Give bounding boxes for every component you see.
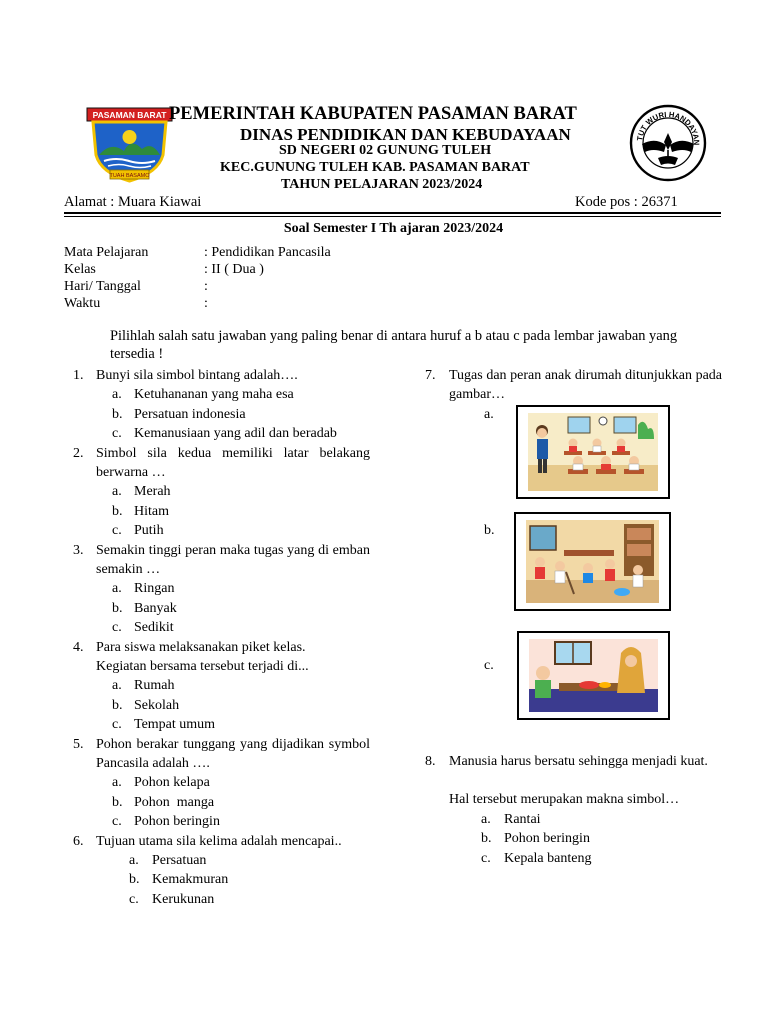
letterhead-line-1: PEMERINTAH KABUPATEN PASAMAN BARAT: [169, 104, 577, 124]
letterhead-line-5: TAHUN PELAJARAN 2023/2024: [281, 177, 483, 192]
option-text: Pohon beringin: [134, 814, 220, 830]
exam-title: Soal Semester I Th ajaran 2023/2024: [283, 221, 504, 236]
option-letter: a.: [112, 775, 122, 791]
emblem-banner-text: PASAMAN BARAT: [92, 110, 167, 120]
option-letter: a.: [112, 678, 122, 694]
option-text: Tempat umum: [134, 717, 216, 733]
option-text: Kerukunan: [152, 891, 215, 907]
field-label-class: Kelas: [64, 262, 96, 277]
question-text: Semakin tinggi peran maka tugas yang di emban semakin …: [96, 542, 370, 577]
option-text: Pohon manga: [134, 794, 215, 810]
option-letter: b.: [129, 872, 140, 888]
question-text: Pohon berakar tunggang yang dijadikan symbol Pancasila adalah ….: [96, 736, 370, 771]
option-letter: a.: [112, 387, 122, 403]
address: Alamat : Muara Kiawai: [64, 194, 202, 210]
field-value-time: :: [204, 296, 208, 311]
tut-wuri-handayani-icon: [628, 104, 708, 182]
question-text-line-2: Hal tersebut merupakan makna simbol…: [449, 792, 680, 808]
option-text: Hitam: [134, 503, 169, 519]
question-number: 7.: [425, 368, 436, 383]
letterhead-line-4: KEC.GUNUNG TULEH KAB. PASAMAN BARAT: [220, 160, 530, 175]
question-text-line-2: Kegiatan bersama tersebut terjadi di...: [96, 659, 309, 674]
option-text: Ringan: [134, 581, 175, 597]
option-text: Pohon kelapa: [134, 775, 210, 791]
header-divider-thin: [64, 216, 721, 217]
option-text: Merah: [134, 484, 171, 500]
field-label-subject: Mata Pelajaran: [64, 245, 149, 260]
option-letter: c.: [112, 523, 122, 539]
option-text: Kemakmuran: [152, 872, 229, 888]
option-image-cleaning[interactable]: [514, 512, 671, 611]
question-text: Bunyi sila simbol bintang adalah….: [96, 368, 298, 383]
option-text: Kepala banteng: [504, 850, 592, 866]
option-letter: c.: [112, 717, 122, 733]
logo-ring-text: TUT WURI HANDAYAN: [635, 109, 702, 146]
question-text: Simbol sila kedua memiliki latar belakang berwarna …: [96, 445, 370, 480]
option-letter: a.: [112, 581, 122, 597]
right-logo: [628, 104, 708, 182]
option-text: Persatuan: [152, 853, 207, 868]
option-image-classroom[interactable]: [516, 405, 670, 499]
option-letter: c.: [481, 850, 491, 866]
option-letter: b.: [112, 600, 123, 616]
emblem-ribbon-text: TUAH BASAMO: [109, 173, 150, 179]
letterhead-line-3: SD NEGERI 02 GUNUNG TULEH: [279, 143, 492, 158]
option-letter: b.: [484, 522, 495, 538]
option-letter: a.: [129, 853, 139, 868]
option-letter: b.: [112, 406, 123, 422]
field-value-date: :: [204, 279, 208, 294]
option-image-cooking[interactable]: [517, 631, 670, 720]
option-letter: a.: [484, 406, 494, 422]
question-number: 2.: [73, 445, 84, 461]
header-divider-thick: [64, 212, 721, 214]
question-text: Manusia harus bersatu sehingga menjadi kuat.: [449, 753, 708, 769]
option-text: Persatuan indonesia: [134, 406, 246, 422]
field-value-class: : II ( Dua ): [204, 262, 264, 277]
question-text: Tujuan utama sila kelima adalah mencapai..: [96, 833, 342, 849]
question-number: 6.: [73, 833, 84, 849]
question-number: 5.: [73, 736, 84, 752]
option-letter: c.: [112, 620, 122, 636]
option-letter: b.: [112, 794, 123, 810]
option-letter: a.: [481, 811, 491, 827]
question-text-line-1: Para siswa melaksanakan piket kelas.: [96, 639, 306, 655]
option-letter: c.: [112, 814, 122, 830]
option-text: Kemanusiaan yang adil dan beradab: [134, 426, 337, 442]
field-label-date: Hari/ Tanggal: [64, 279, 141, 294]
letterhead-line-2: DINAS PENDIDIKAN DAN KEBUDAYAAN: [240, 125, 571, 144]
postal-code: Kode pos : 26371: [575, 194, 678, 210]
option-letter: b.: [112, 503, 123, 519]
option-text: Putih: [134, 523, 164, 539]
option-letter: a.: [112, 484, 122, 500]
classroom-illustration-icon: [528, 413, 658, 491]
option-letter: c.: [112, 426, 122, 442]
option-text: Banyak: [134, 600, 177, 616]
option-text: Pohon beringin: [504, 831, 590, 847]
option-text: Sedikit: [134, 620, 174, 636]
option-letter: b.: [481, 831, 492, 847]
option-text: Rumah: [134, 678, 175, 694]
question-text: Tugas dan peran anak dirumah ditunjukkan pada gambar…: [449, 368, 722, 403]
instruction: Pilihlah salah satu jawaban yang paling benar di antara huruf a b atau c pada lembar jawaban yang tersedia !: [110, 328, 678, 362]
option-text: Sekolah: [134, 697, 180, 713]
option-letter: b.: [112, 697, 123, 713]
question-number: 3.: [73, 542, 84, 558]
option-letter: c.: [129, 891, 139, 907]
question-number: 4.: [73, 639, 84, 655]
option-letter: c.: [484, 657, 494, 673]
left-logo: [86, 107, 173, 185]
field-label-time: Waktu: [64, 296, 101, 311]
cooking-illustration-icon: [529, 639, 658, 712]
option-text: Rantai: [504, 811, 541, 827]
option-text: Ketuhananan yang maha esa: [134, 387, 294, 403]
field-value-subject: : Pendidikan Pancasila: [204, 245, 331, 260]
pasaman-barat-emblem-icon: [86, 107, 173, 185]
question-number: 8.: [425, 753, 436, 769]
question-number: 1.: [73, 368, 84, 383]
cleaning-illustration-icon: [526, 520, 659, 603]
